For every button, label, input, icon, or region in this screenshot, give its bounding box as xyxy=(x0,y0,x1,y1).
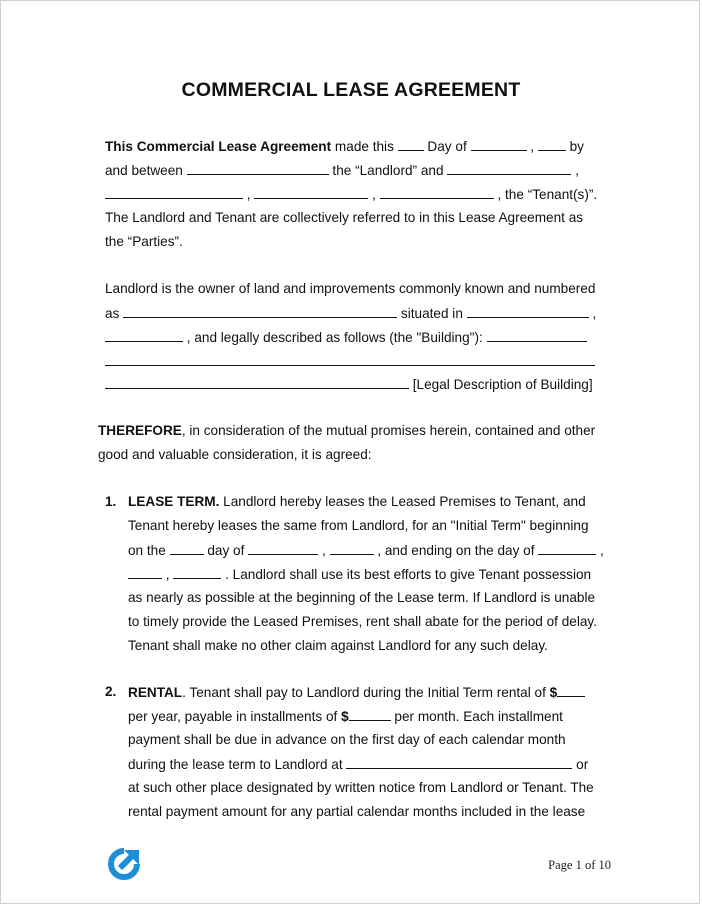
rental-line-2 xyxy=(128,708,563,725)
day-blank[interactable] xyxy=(398,138,424,151)
lease-term-line-3 xyxy=(128,542,604,559)
intro-text: the “Landlord” and xyxy=(328,163,448,178)
intro-line-5: the “Parties”. xyxy=(105,234,183,249)
intro-text: , xyxy=(368,187,380,202)
lease-term-line-6: to timely provide the Leased Premises, rent shall abate for the period of delay. xyxy=(128,614,597,629)
lease-term-text: , xyxy=(162,567,174,582)
intro-text: made this xyxy=(331,139,398,154)
intro-text: and between xyxy=(105,163,187,178)
lease-term-text: , and ending on the day of xyxy=(373,543,539,558)
therefore-line-1 xyxy=(98,423,595,439)
lease-term-line-2: Tenant hereby leases the same from Landlord, for an "Initial Term" beginning xyxy=(128,518,589,533)
end-month-blank[interactable] xyxy=(538,542,596,555)
rental-text: or xyxy=(572,757,589,772)
intro-text: Day of xyxy=(423,139,471,154)
rental-text: . Tenant shall pay to Landlord during the Initial Term rental of xyxy=(182,685,550,700)
annual-rent-blank[interactable] xyxy=(557,684,585,697)
lease-term-text: . Landlord shall use its best efforts to give Tenant possession xyxy=(221,567,592,582)
dollar-sign: $ xyxy=(341,709,349,724)
therefore-bold: THEREFORE xyxy=(98,423,182,438)
intro-bold-lead: This Commercial Lease Agreement xyxy=(105,139,332,154)
lease-term-text: on the xyxy=(128,543,170,558)
therefore-text: , in consideration of the mutual promises herein, contained and other xyxy=(181,423,596,438)
rental-line-3: payment shall be due in advance on the first day of each calendar month xyxy=(128,732,566,747)
property-line-4 xyxy=(105,353,595,370)
rental-text: during the lease term to Landlord at xyxy=(128,757,347,772)
tenant-field-blank-3[interactable] xyxy=(380,186,494,199)
property-text: situated in xyxy=(397,306,467,321)
property-line-3 xyxy=(105,329,587,346)
address-blank[interactable] xyxy=(123,305,397,318)
intro-text: by xyxy=(565,139,584,154)
rental-line-5: at such other place designated by written notice from Landlord or Tenant. The xyxy=(128,780,594,795)
lease-term-heading: LEASE TERM. xyxy=(128,494,220,509)
property-text: as xyxy=(105,306,124,321)
intro-line-1 xyxy=(105,138,584,155)
lease-term-line-5: as nearly as possible at the beginning of the Lease term. If Landlord is unable xyxy=(128,590,596,605)
page-number: Page 1 of 10 xyxy=(548,858,611,872)
lease-term-text: , xyxy=(318,543,330,558)
start-month-blank[interactable] xyxy=(248,542,318,555)
lease-term-text: , xyxy=(596,543,604,558)
property-text: , and legally described as follows (the "Building"): xyxy=(183,330,487,345)
intro-text: , xyxy=(526,139,538,154)
tenant-field-blank-1[interactable] xyxy=(105,186,243,199)
intro-line-3 xyxy=(105,186,597,203)
property-text: [Legal Description of Building] xyxy=(409,377,593,392)
rental-line-6: rental payment amount for any partial calendar months included in the lease xyxy=(128,804,586,819)
property-line-5 xyxy=(105,376,593,393)
year-blank[interactable] xyxy=(538,138,566,151)
payment-address-blank[interactable] xyxy=(346,756,572,769)
property-line-2 xyxy=(105,305,596,322)
lease-term-line-4 xyxy=(128,566,591,583)
legal-description-blank-1[interactable] xyxy=(487,329,587,342)
intro-text: , xyxy=(571,163,579,178)
intro-text: , xyxy=(243,187,255,202)
start-year-blank[interactable] xyxy=(330,542,374,555)
city-blank[interactable] xyxy=(467,305,589,318)
rental-heading: RENTAL xyxy=(128,685,183,700)
section-2-number: 2. xyxy=(105,684,117,699)
intro-line-4: The Landlord and Tenant are collectively referred to in this Lease Agreement as xyxy=(105,210,584,225)
rental-line-1 xyxy=(128,684,585,701)
start-day-blank[interactable] xyxy=(170,542,204,555)
tenant-name-blank[interactable] xyxy=(447,162,571,175)
section-1-number: 1. xyxy=(105,494,117,509)
end-year-blank[interactable] xyxy=(173,566,221,579)
therefore-line-2: good and valuable consideration, it is agreed: xyxy=(98,447,372,462)
month-blank[interactable] xyxy=(471,138,527,151)
rental-line-4 xyxy=(128,756,588,773)
intro-line-2 xyxy=(105,162,579,179)
legal-description-blank-3[interactable] xyxy=(105,376,409,389)
dollar-sign: $ xyxy=(549,685,558,700)
lease-term-text: day of xyxy=(203,543,249,558)
legal-description-blank-2[interactable] xyxy=(105,353,595,366)
landlord-name-blank[interactable] xyxy=(187,162,329,175)
document-title: COMMERCIAL LEASE AGREEMENT xyxy=(181,79,521,101)
property-text: , xyxy=(588,306,597,321)
tenant-field-blank-2[interactable] xyxy=(254,186,368,199)
lease-term-text: Landlord hereby leases the Leased Premises to Tenant, and xyxy=(219,494,586,509)
lease-term-line-1 xyxy=(128,494,586,510)
lease-term-line-7: Tenant shall make no other claim against Landlord for any such delay. xyxy=(128,638,548,653)
rental-text: per month. Each installment xyxy=(390,709,563,724)
state-blank[interactable] xyxy=(105,329,183,342)
intro-text: , the “Tenant(s)”. xyxy=(493,187,598,202)
monthly-rent-blank[interactable] xyxy=(349,708,391,721)
property-line-1: Landlord is the owner of land and improvements commonly known and numbered xyxy=(105,281,596,296)
rental-text: per year, payable in installments of xyxy=(128,709,342,724)
end-day-blank[interactable] xyxy=(128,566,162,579)
arrow-logo-icon xyxy=(107,847,141,881)
